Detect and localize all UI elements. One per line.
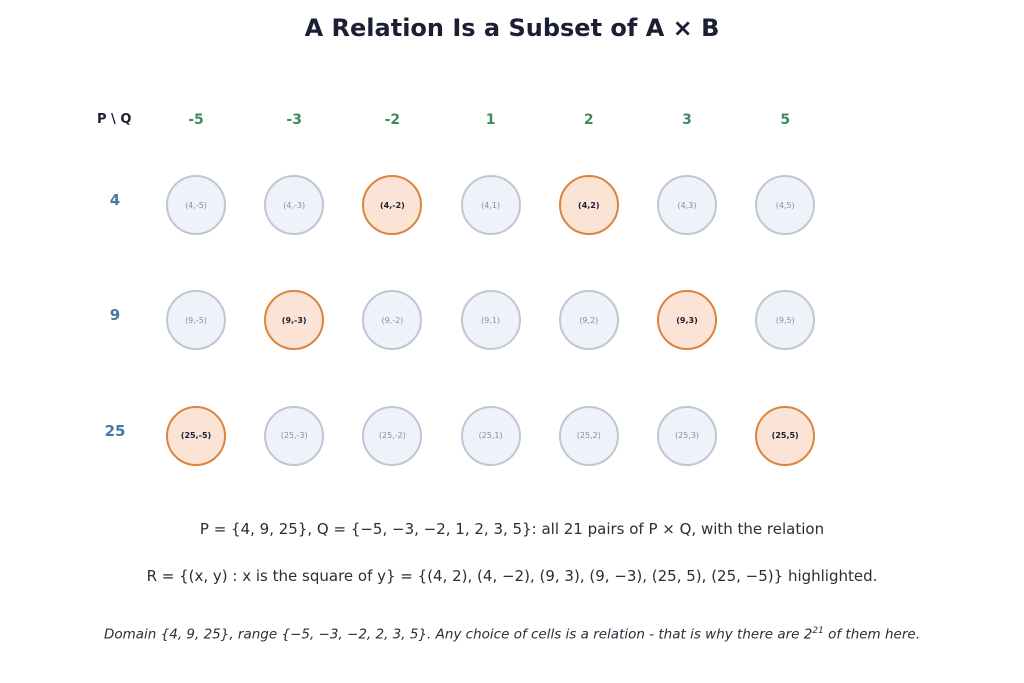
caption-line-1: P = {4, 9, 25}, Q = {−5, −3, −2, 1, 2, 3, 5}: all 21 pairs of P × Q, with the relation <box>199 520 825 538</box>
pair-cell: (25,-3) <box>264 406 324 466</box>
column-header: 2 <box>583 112 594 128</box>
pair-cell: (9,5) <box>755 290 815 350</box>
pair-cell: (25,-2) <box>362 406 422 466</box>
column-header: -5 <box>188 112 204 128</box>
column-header: 3 <box>682 112 692 128</box>
footnote-tail: of them here. <box>823 626 921 643</box>
column-header: 5 <box>780 112 791 128</box>
relation-pair-cell: (25,-5) <box>166 406 226 466</box>
relation-pair-cell: (4,-2) <box>362 175 422 235</box>
pair-cell: (9,1) <box>461 290 521 350</box>
column-header: -2 <box>384 112 401 128</box>
pair-cell: (25,2) <box>559 406 619 466</box>
pair-cell: (4,3) <box>657 175 717 235</box>
pair-cell: (4,-5) <box>166 175 226 235</box>
pair-cell: (4,1) <box>461 175 521 235</box>
caption-line-2: R = {(x, y) : x is the square of y} = {(4, 2), (4, −2), (9, 3), (9, −3), (25, 5), (25, −5)} highlighted. <box>146 567 878 585</box>
row-header: 25 <box>104 421 126 440</box>
footnote-exponent: 21 <box>812 626 824 636</box>
pair-cell: (25,1) <box>461 406 521 466</box>
corner-label: P \ Q <box>97 112 132 127</box>
column-header: -3 <box>286 112 302 128</box>
column-header: 1 <box>485 112 496 128</box>
page-title: A Relation Is a Subset of A × B <box>304 14 720 42</box>
pair-cell: (25,3) <box>657 406 717 466</box>
relation-pair-cell: (9,-3) <box>264 290 324 350</box>
relation-pair-cell: (9,3) <box>657 290 717 350</box>
pair-cell: (9,2) <box>559 290 619 350</box>
pair-cell: (9,-5) <box>166 290 226 350</box>
footnote <box>0 626 1024 643</box>
row-header: 9 <box>109 306 121 325</box>
row-header: 4 <box>109 191 121 209</box>
pair-cell: (4,5) <box>755 175 815 235</box>
footnote-main: Domain {4, 9, 25}, range {−5, −3, −2, 2, 3, 5}. Any choice of cells is a relation - that is why there are 2 <box>103 626 813 643</box>
pair-cell: (9,-2) <box>362 290 422 350</box>
relation-pair-cell: (25,5) <box>755 406 815 466</box>
pair-cell: (4,-3) <box>264 175 324 235</box>
relation-pair-cell: (4,2) <box>559 175 619 235</box>
